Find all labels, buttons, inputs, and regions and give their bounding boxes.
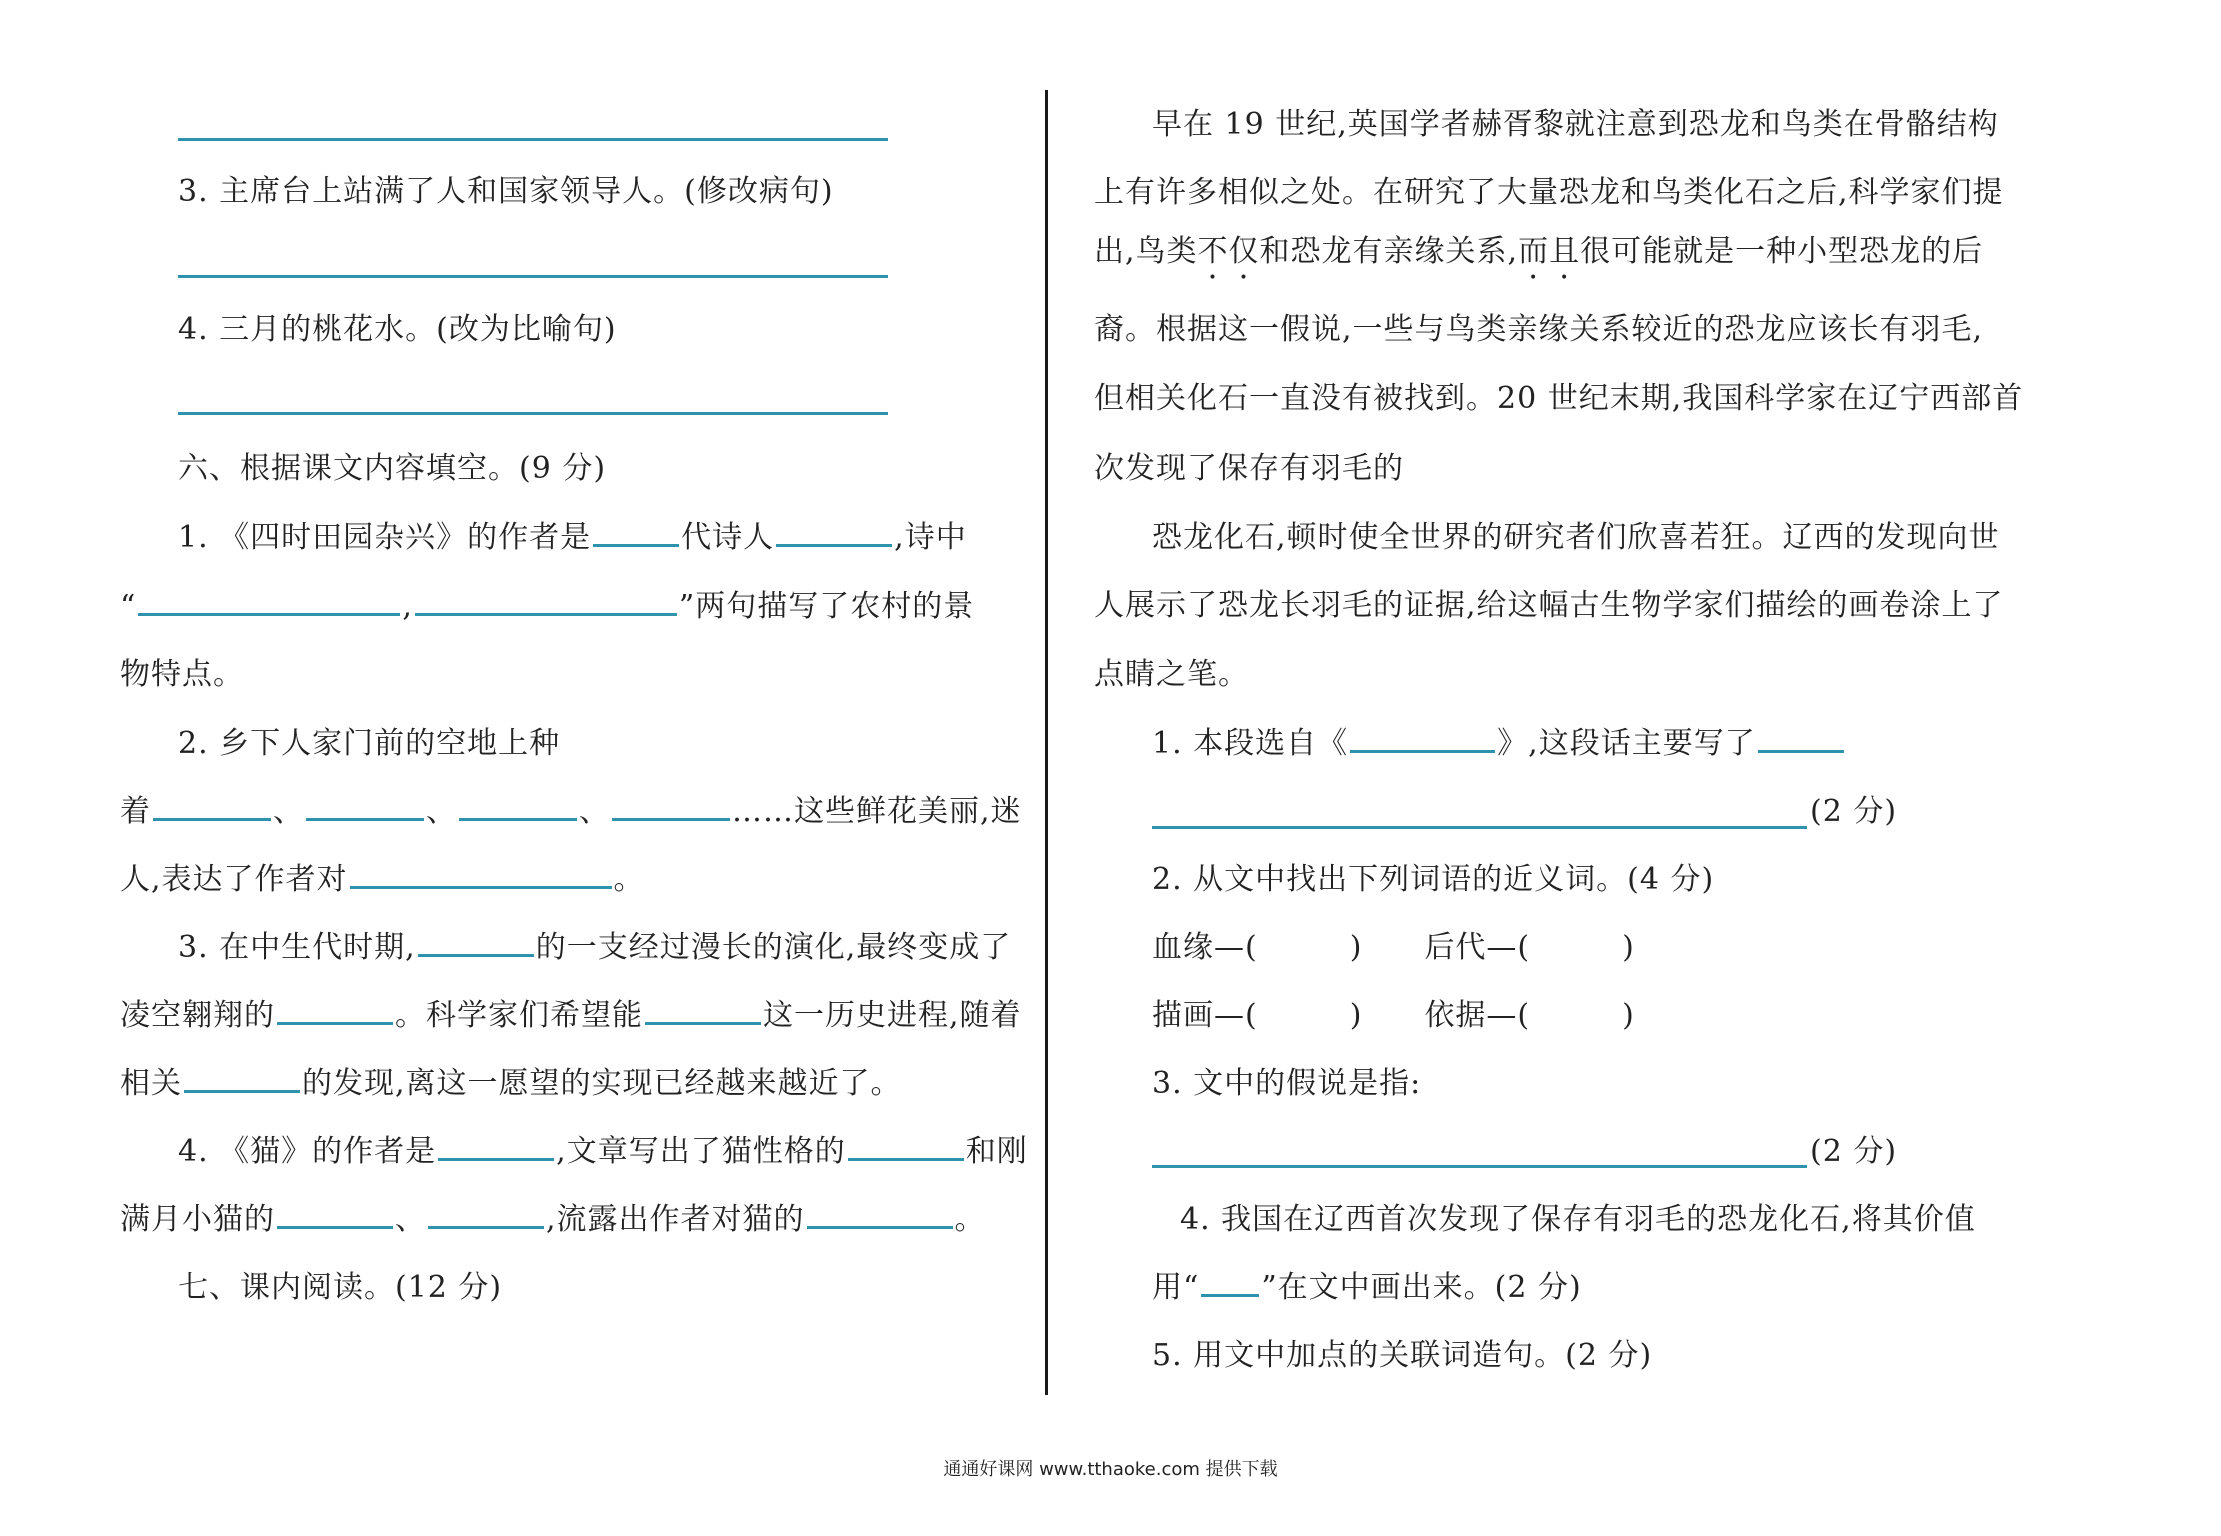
s6-q4-line1: [178, 1130, 1028, 1174]
answer-line[interactable]: [1152, 826, 1807, 829]
s6-q3-text: 相关: [120, 1066, 182, 1101]
fill-blank[interactable]: [776, 516, 892, 547]
fill-blank[interactable]: [612, 790, 730, 821]
fill-blank[interactable]: [138, 585, 400, 616]
fill-blank[interactable]: [153, 790, 271, 821]
fill-blank[interactable]: [593, 516, 679, 547]
question-4-text: 4. 三月的桃花水。(改为比喻句): [178, 312, 617, 347]
footer-source: 通通好课网 www.tthaoke.com 提供下载: [943, 1459, 1278, 1480]
s6-q1-text: 代诗人: [681, 520, 775, 555]
fill-blank[interactable]: [1201, 1266, 1259, 1297]
s6-q4-text: ,文章写出了猫性格的: [556, 1134, 846, 1169]
section-7-title: 七、课内阅读。(12 分): [178, 1270, 503, 1305]
passage-line: 恐龙化石,顿时使全世界的研究者们欣喜若狂。辽西的发现向世: [1152, 520, 2000, 555]
s6-q1-line3: 物特点。: [120, 657, 244, 692]
s6-q2-text: 着: [120, 794, 151, 829]
synonym-row: [1152, 926, 1635, 970]
synonym-prompt: 依据—(: [1424, 998, 1531, 1033]
s6-q3-line3: [120, 1062, 902, 1106]
synonym-close: ): [1349, 998, 1363, 1033]
fill-blank[interactable]: [438, 1130, 554, 1161]
synonym-prompt: 描画—(: [1152, 998, 1258, 1033]
s6-q4-text: 满月小猫的: [120, 1202, 275, 1237]
s6-q3-line2: [120, 994, 1022, 1038]
answer-line[interactable]: [178, 412, 888, 415]
passage-line: 早在 19 世纪,英国学者赫胥黎就注意到恐龙和鸟类在骨骼结构: [1152, 107, 1999, 142]
s6-q3-text: 3. 在中生代时期,: [178, 930, 416, 965]
passage-text: 和恐龙有亲缘关系,: [1259, 234, 1519, 269]
answer-line[interactable]: [178, 138, 888, 141]
reading-q5: 5. 用文中加点的关联词造句。(2 分): [1152, 1338, 1653, 1373]
passage-line: 裔。根据这一假说,一些与鸟类亲缘关系较近的恐龙应该长有羽毛,: [1094, 312, 1984, 347]
passage-text: 出,鸟类: [1094, 234, 1198, 269]
separator: 、: [579, 794, 610, 829]
fill-blank[interactable]: [277, 994, 393, 1025]
passage-line: 但相关化石一直没有被找到。20 世纪末期,我国科学家在辽宁西部首: [1094, 381, 2024, 416]
question-text: 1. 本段选自《: [1152, 726, 1349, 761]
section-6-title: 六、根据课文内容填空。(9 分): [178, 451, 607, 486]
s6-q2-line1: 2. 乡下人家门前的空地上种: [178, 726, 561, 761]
fill-blank[interactable]: [184, 1062, 300, 1093]
column-divider: [1045, 90, 1048, 1395]
synonym-row: [1152, 994, 1635, 1038]
separator: 、: [395, 1202, 426, 1237]
question-text: ”在文中画出来。(2 分): [1261, 1270, 1582, 1305]
fill-blank[interactable]: [418, 926, 534, 957]
s6-q1-text: ,: [402, 589, 413, 624]
s6-q4-line2: [120, 1198, 986, 1242]
dotted-char: 且: [1549, 234, 1581, 269]
fill-blank[interactable]: [350, 858, 612, 889]
dotted-char: 而: [1518, 234, 1550, 269]
s6-q3-text: 的发现,离这一愿望的实现已经越来越近了。: [302, 1066, 902, 1101]
s6-q4-text: 。: [954, 1202, 986, 1237]
synonym-close: ): [1622, 930, 1635, 965]
s6-q3-text: 的一支经过漫长的演化,最终变成了: [535, 930, 1012, 965]
fill-blank[interactable]: [848, 1130, 964, 1161]
fill-blank[interactable]: [1758, 722, 1844, 753]
fill-blank[interactable]: [277, 1198, 393, 1229]
reading-q2: 2. 从文中找出下列词语的近义词。(4 分): [1152, 862, 1715, 897]
s6-q3-text: 。科学家们希望能: [395, 998, 643, 1033]
fill-blank[interactable]: [1350, 722, 1495, 753]
s6-q1-text: “: [120, 589, 137, 624]
s6-q1-text: ,诗中: [894, 520, 967, 555]
s6-q4-text: ,流露出作者对猫的: [546, 1202, 805, 1237]
score-label: (2 分): [1810, 1134, 1898, 1169]
passage-line: 上有许多相似之处。在研究了大量恐龙和鸟类化石之后,科学家们提: [1094, 175, 2004, 210]
dotted-char: 仅: [1228, 234, 1260, 269]
s6-q4-text: 和刚: [965, 1134, 1028, 1169]
fill-blank[interactable]: [645, 994, 761, 1025]
synonym-prompt: 血缘—(: [1152, 930, 1258, 965]
reading-q4-line2: [1152, 1266, 1582, 1310]
s6-q2-line2: [120, 790, 1022, 834]
answer-line[interactable]: [1152, 1165, 1807, 1168]
passage-line: 次发现了保存有羽毛的: [1094, 451, 1404, 486]
separator: 、: [273, 794, 304, 829]
fill-blank[interactable]: [428, 1198, 544, 1229]
synonym-close: ): [1349, 930, 1363, 965]
score-label: (2 分): [1810, 794, 1898, 829]
passage-text: 很可能就是一种小型恐龙的后: [1580, 234, 1984, 269]
dotted-char: 不: [1197, 234, 1229, 269]
s6-q2-text: 人,表达了作者对: [120, 862, 348, 897]
fill-blank[interactable]: [807, 1198, 953, 1229]
s6-q3-text: 这一历史进程,随着: [763, 998, 1022, 1033]
s6-q1-text: 1. 《四时田园杂兴》的作者是: [178, 520, 592, 555]
synonym-close: ): [1622, 998, 1635, 1033]
question-text: 》,这段话主要写了: [1497, 726, 1756, 761]
s6-q4-text: 4. 《猫》的作者是: [178, 1134, 437, 1169]
synonym-prompt: 后代—(: [1424, 930, 1531, 965]
s6-q2-line3: [120, 858, 645, 902]
s6-q1-line2: [120, 585, 974, 629]
passage-line: 人展示了恐龙长羽毛的证据,给这幅古生物学家们描绘的画卷涂上了: [1094, 588, 2004, 623]
fill-blank[interactable]: [459, 790, 577, 821]
separator: 、: [426, 794, 457, 829]
reading-q1: [1152, 722, 1846, 766]
s6-q3-text: 凌空翱翔的: [120, 998, 275, 1033]
s6-q1-text: ”两句描写了农村的景: [678, 589, 975, 624]
answer-line[interactable]: [178, 275, 888, 278]
s6-q1-line1: [178, 516, 967, 560]
s6-q2-text: ……这些鲜花美丽,迷: [732, 794, 1022, 829]
question-text: 用“: [1152, 1270, 1200, 1305]
reading-q3: 3. 文中的假说是指:: [1152, 1066, 1422, 1101]
fill-blank[interactable]: [306, 790, 424, 821]
s6-q2-text: 。: [613, 862, 645, 897]
fill-blank[interactable]: [415, 585, 677, 616]
s6-q3-line1: [178, 926, 1011, 970]
question-3-text: 3. 主席台上站满了人和国家领导人。(修改病句): [178, 174, 834, 209]
passage-line: 点睛之笔。: [1094, 657, 1249, 692]
passage-line: [1094, 230, 1983, 274]
reading-q4: 4. 我国在辽西首次发现了保存有羽毛的恐龙化石,将其价值: [1180, 1202, 1976, 1237]
